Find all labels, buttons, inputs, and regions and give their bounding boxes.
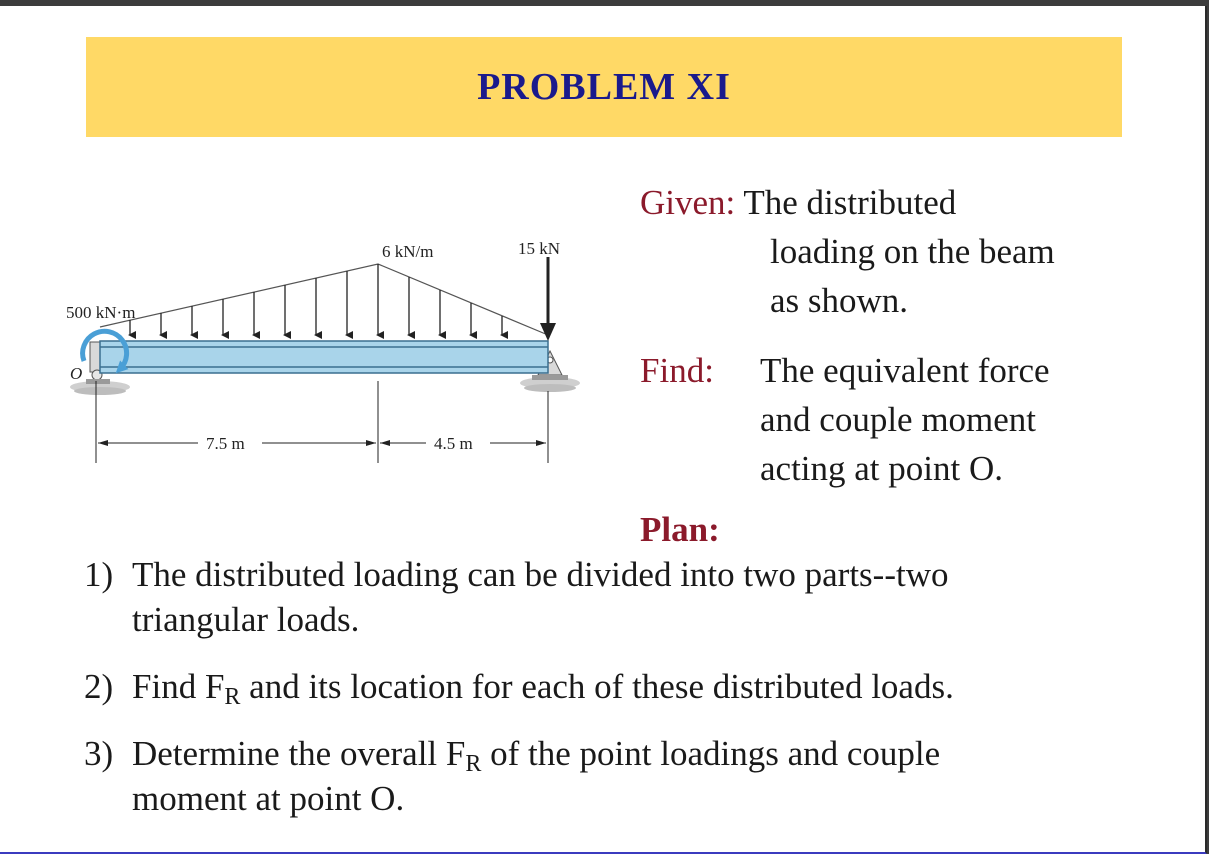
load-outline <box>100 264 548 335</box>
find-text-line2: and couple moment <box>760 400 1037 439</box>
step-2-text <box>132 664 1184 709</box>
step-3-line1 <box>132 731 1184 776</box>
find-section <box>640 346 1050 493</box>
couple-label: 500 kN·m <box>66 303 136 322</box>
step-3-post: of the point loadings and couple <box>481 734 941 773</box>
step-2-subscript: R <box>224 684 241 710</box>
step-1-line1: The distributed loading can be divided into two parts--two <box>132 555 949 594</box>
given-text-line1: The distributed <box>743 183 957 222</box>
step-3-pre: Determine the overall F <box>132 734 466 773</box>
step-3-line2: moment at point O. <box>132 779 405 818</box>
plan-step-1 <box>84 552 1184 642</box>
plan-steps <box>84 552 1184 821</box>
given-text-line2: loading on the beam <box>770 232 1055 271</box>
dim-left-label: 7.5 m <box>206 434 245 453</box>
beam-diagram <box>56 221 616 471</box>
given-section <box>640 178 1055 325</box>
given-first-line <box>640 178 1055 227</box>
distributed-load-label: 6 kN/m <box>382 242 434 261</box>
plan-step-2 <box>84 664 1184 709</box>
step-2-number: 2) <box>84 667 114 706</box>
point-load-label: 15 kN <box>518 239 561 258</box>
dimension-lines <box>96 381 548 463</box>
page-title: PROBLEM XI <box>477 66 731 108</box>
step-3-number: 3) <box>84 734 114 773</box>
step-1-number: 1) <box>84 555 114 594</box>
distributed-load-arrows <box>130 264 502 335</box>
point-load-arrow <box>540 257 556 341</box>
step-2-pre: Find F <box>132 667 225 706</box>
step-3-subscript: R <box>465 751 482 777</box>
step-2-post: and its location for each of these distributed loads. <box>240 667 954 706</box>
find-text-line3: acting at point O. <box>760 449 1004 488</box>
title-banner <box>86 37 1122 137</box>
beam <box>100 341 548 373</box>
given-text-line3: as shown. <box>770 281 909 320</box>
plan-label: Plan: <box>640 510 720 549</box>
find-text-line1: The equivalent force <box>760 351 1050 390</box>
plan-step-3 <box>84 731 1184 821</box>
find-label: Find: <box>640 351 714 390</box>
find-first-line <box>640 351 1050 390</box>
origin-label: O <box>70 364 83 383</box>
given-label: Given: <box>640 183 736 222</box>
slide-page <box>0 6 1207 854</box>
dim-right-label: 4.5 m <box>434 434 473 453</box>
step-1-line2: triangular loads. <box>132 600 360 639</box>
